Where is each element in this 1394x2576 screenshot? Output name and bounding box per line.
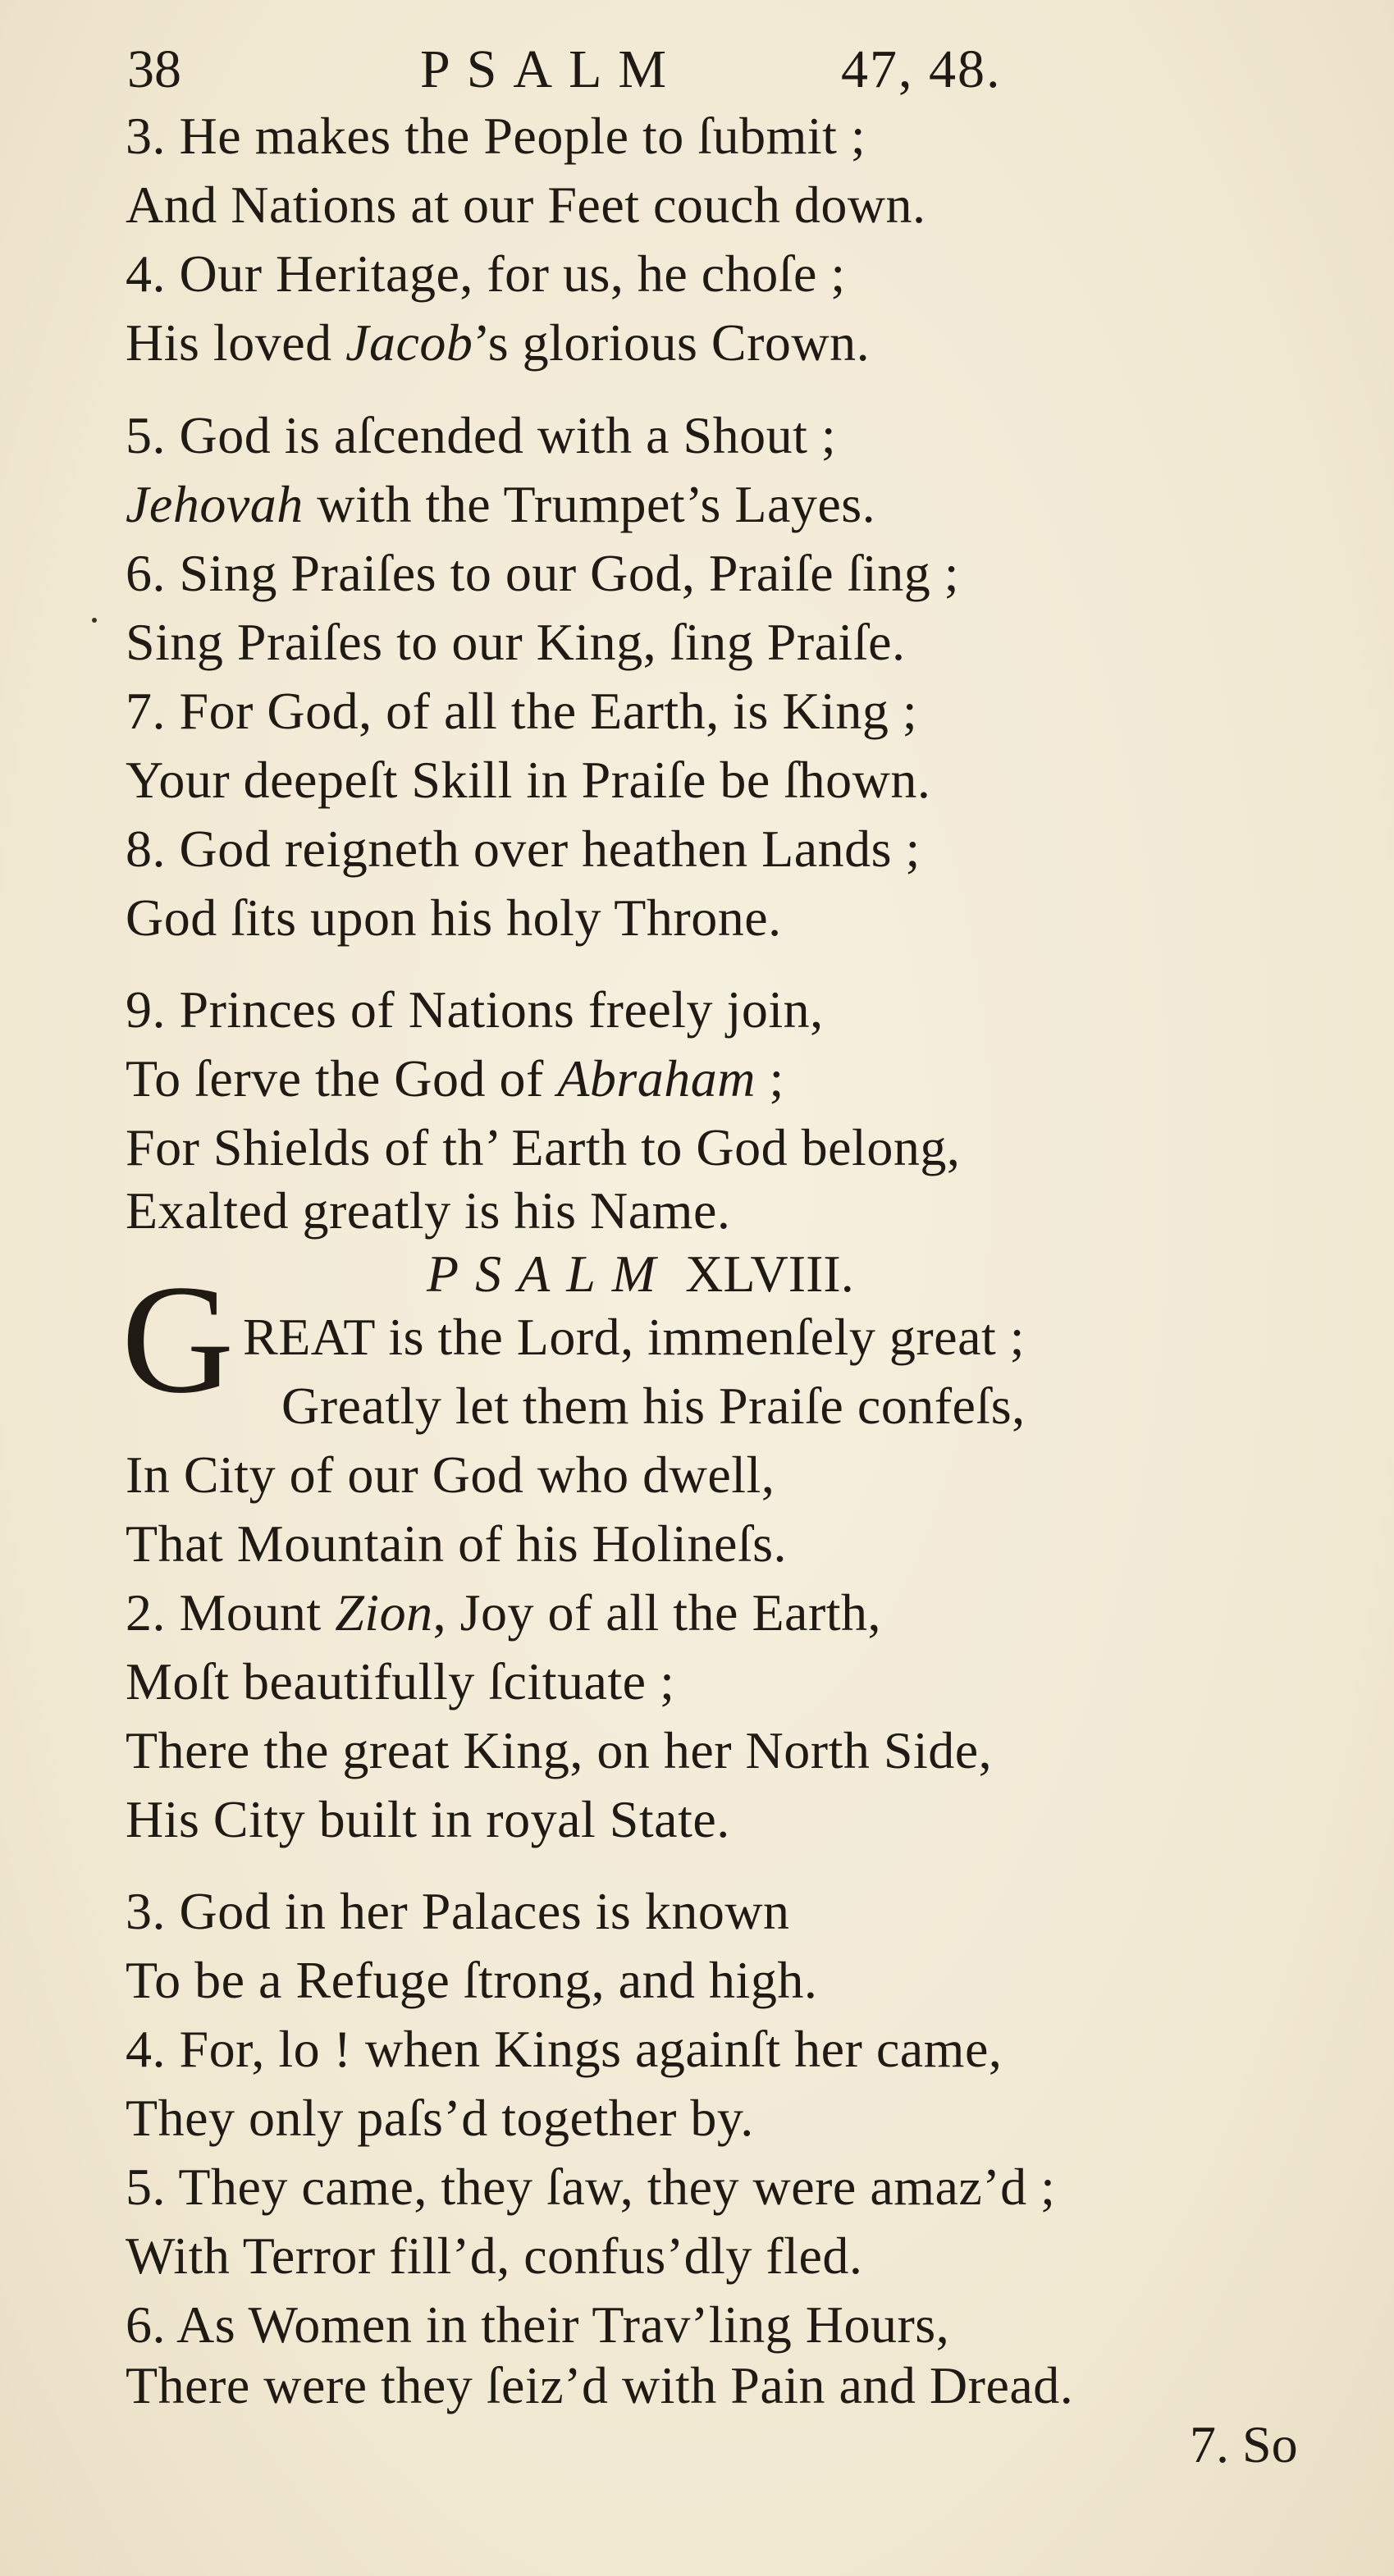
verse-text-italic: Zion: [335, 1583, 433, 1642]
running-title: PSALM: [420, 39, 683, 99]
verse-number: 5.: [126, 2158, 166, 2216]
verse-line: [126, 678, 917, 744]
verse-text: REAT is the Lord, immenſely great ;: [243, 1308, 1026, 1366]
verse-text: In City of our God who dwell,: [126, 1446, 775, 1504]
running-header: [127, 33, 1063, 107]
verse-text: For God, of all the Earth, is King ;: [179, 682, 918, 740]
verse-text-italic: Jacob: [345, 313, 473, 372]
verse-text: They only paſs’d together by.: [126, 2089, 754, 2147]
verse-line: [126, 610, 906, 675]
verse-line: [281, 1373, 1026, 1439]
verse-number: 8.: [126, 820, 166, 878]
verse-number: 6.: [126, 2295, 166, 2354]
verse-line: [126, 241, 846, 307]
margin-dot: [92, 618, 97, 623]
verse-text: There the great King, on her North Side,: [126, 1721, 993, 1779]
verse-number: 9.: [126, 980, 166, 1039]
verse-line: [126, 1115, 960, 1181]
verse-text: Moſt beautifully ſcituate ;: [126, 1652, 675, 1710]
verse-text: Your deepeſt Skill in Praiſe be ſhown.: [126, 751, 931, 809]
verse-line: [126, 2085, 754, 2151]
psalm-title-word: PSALM: [427, 1245, 673, 1303]
verse-line: [126, 310, 870, 376]
verse-line: [126, 747, 930, 813]
verse-line: [126, 885, 782, 951]
verse-line: [126, 1718, 992, 1784]
verse-text-pre: Mount: [179, 1583, 336, 1642]
verse-line: [126, 2353, 1073, 2418]
verse-text: To be a Refuge ſtrong, and high.: [126, 1951, 818, 2009]
verse-text: Sing Praiſes to our God, Praiſe ſing ;: [179, 544, 959, 602]
verse-text-post: , Joy of all the Earth,: [432, 1583, 882, 1642]
verse-text-pre: His loved: [126, 313, 346, 372]
verse-line: [126, 1787, 730, 1852]
verse-text: Our Heritage, for us, he choſe ;: [179, 244, 846, 303]
verse-line: [126, 1442, 775, 1508]
verse-text: Exalted greatly is his Name.: [126, 1181, 731, 1240]
verse-text: God in her Palaces is known: [179, 1882, 790, 1940]
verse-text: They came, they ſaw, they were amaz’d ;: [178, 2158, 1056, 2216]
verse-line: [126, 1580, 881, 1646]
verse-text: With Terror fill’d, confus’dly fled.: [126, 2227, 863, 2285]
verse-line: [126, 2223, 862, 2289]
verse-line: [126, 2292, 949, 2358]
verse-line: [126, 1948, 817, 2013]
psalm-title-number: XLVIII.: [685, 1245, 854, 1303]
drop-cap: G: [121, 1254, 235, 1426]
verse-text: Greatly let them his Praiſe confeſs,: [281, 1377, 1026, 1435]
verse-number: 3.: [126, 107, 166, 165]
psalm-title: [427, 1241, 854, 1307]
verse-text-post: with the Trumpet’s Layes.: [303, 475, 876, 533]
verse-line: [126, 2016, 1002, 2082]
verse-number: 4.: [126, 244, 166, 303]
verse-number: 7.: [126, 682, 166, 740]
verse-text: For Shields of th’ Earth to God belong,: [126, 1118, 961, 1176]
verse-text-post: ’s glorious Crown.: [473, 313, 871, 372]
verse-text: There were they ſeiz’d with Pain and Dread.: [126, 2356, 1074, 2414]
verse-text: Princes of Nations freely join,: [179, 980, 824, 1039]
verse-line: [126, 1649, 674, 1715]
verse-line: [126, 172, 926, 238]
verse-line: [126, 816, 921, 882]
verse-text: That Mountain of his Holineſs.: [126, 1514, 788, 1573]
verse-line: [126, 977, 824, 1043]
verse-number: 6.: [126, 544, 166, 602]
verse-text-pre: To ſerve the God of: [126, 1049, 558, 1108]
verse-line: [126, 2154, 1055, 2220]
verse-line: [126, 103, 866, 169]
psalm-numbers: 47, 48.: [841, 39, 1002, 99]
verse-text: His City built in royal State.: [126, 1790, 730, 1848]
verse-text-italic: Abraham: [557, 1049, 756, 1108]
verse-line: [126, 472, 875, 537]
verse-line: [126, 403, 836, 468]
verse-line: [126, 1178, 730, 1244]
verse-text: For, lo ! when Kings againſt her came,: [179, 2020, 1003, 2078]
verse-number: 2.: [126, 1583, 166, 1642]
verse-line: [126, 1511, 787, 1577]
page-number: 38: [127, 39, 181, 99]
verse-text: As Women in their Trav’ling Hours,: [176, 2295, 950, 2354]
catchword: 7. So: [1190, 2415, 1298, 2473]
verse-line: [243, 1304, 1025, 1370]
verse-text: He makes the People to ſubmit ;: [179, 107, 866, 165]
verse-number: 5.: [126, 406, 166, 464]
verse-number: 4.: [126, 2020, 166, 2078]
verse-text: God reigneth over heathen Lands ;: [179, 820, 921, 878]
verse-text: Sing Praiſes to our King, ſing Praiſe.: [126, 613, 906, 671]
verse-line: [126, 541, 959, 606]
verse-line: [126, 1046, 784, 1112]
verse-text-italic: Jehovah: [126, 475, 304, 533]
verse-text: God ſits upon his holy Throne.: [126, 888, 782, 947]
verse-text: And Nations at our Feet couch down.: [126, 176, 926, 234]
verse-text: God is aſcended with a Shout ;: [179, 406, 837, 464]
verse-text-post: ;: [755, 1049, 784, 1108]
verse-number: 3.: [126, 1882, 166, 1940]
verse-line: [126, 1879, 790, 1944]
